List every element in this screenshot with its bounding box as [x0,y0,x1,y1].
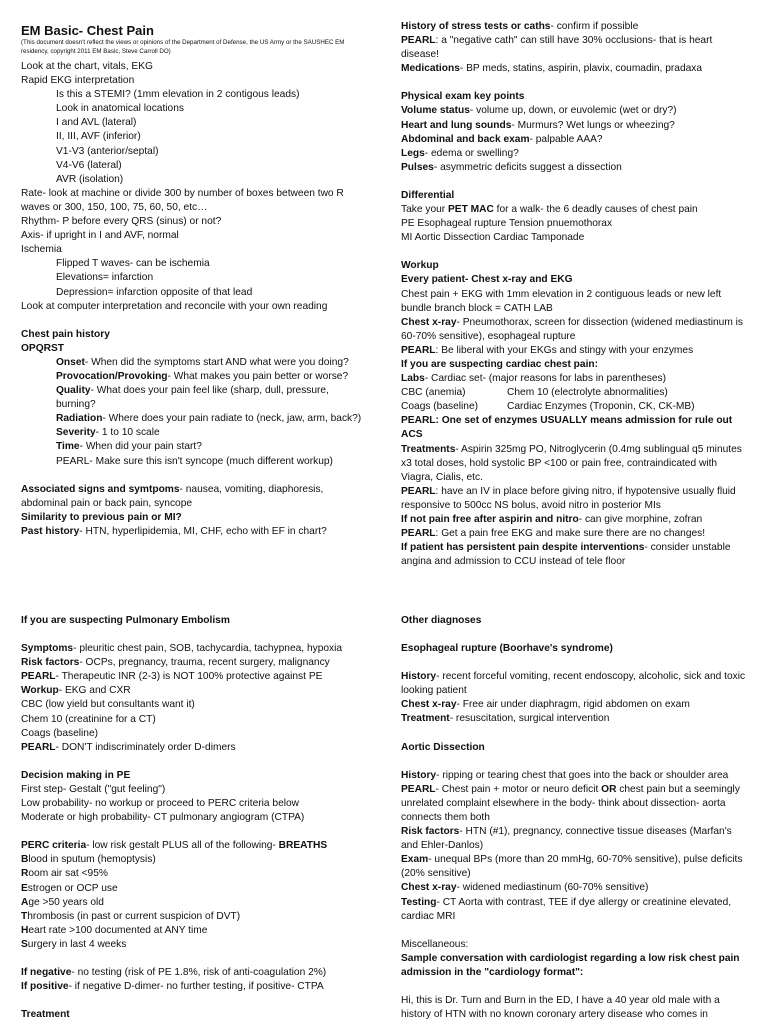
text-line [401,34,751,62]
text-line [21,145,371,159]
line-text: : a "negative cath" can still have 30% occlusions- that is heart disease! [401,35,713,61]
line-text: - low risk gestalt PLUS all of the following- [86,840,279,852]
bold-term: PEARL: One set of enzymes USUALLY means admission for rule out ACS [401,415,733,441]
line-text: - volume up, down, or euvolemic (wet or dry?) [469,105,677,117]
text-line [21,839,371,853]
line-text: First step- Gestalt ("gut feeling") [21,783,166,795]
line-text: : Be liberal with your EKGs and stingy with your enzymes [435,344,694,356]
line-text: Look at the chart, vitals, EKG [21,61,153,72]
line-text: - if negative D-dimer- no further testing, if positive- CTPA [68,981,324,993]
text-line [21,356,371,370]
text-line [21,384,371,412]
line-text: - Cardiac set- (major reasons for labs in parentheses) [424,373,666,385]
text-line [21,684,371,698]
line-text: - ripping or tearing chest that goes into the back or shoulder area [436,769,729,781]
bold-term: Abdominal and back exam [401,133,530,145]
line-text: Rapid EKG interpretation [21,75,135,87]
bold-term: If patient has persistent pain despite interventions [401,542,645,554]
bold-term: Workup [21,685,59,697]
text-line [21,741,371,755]
line-text: Look in anatomical locations [56,103,184,115]
text-line [21,642,371,656]
text-line [21,910,371,924]
line-text: - consider unstable angina and admission to CCU instead of tele floor [401,542,731,568]
text-line [21,440,371,454]
bold-term: History of stress tests or caths [401,21,551,32]
line-text: - CT Aorta with contrast, TEE if dye allergy or creatinine elevated, cardiac MRI [401,896,732,922]
bold-term: PERC criteria [21,840,87,852]
section-lines [401,614,751,1022]
text-line [21,924,371,938]
text-line [401,670,751,698]
text-line [21,698,371,712]
section-lines [401,20,751,569]
blank-line [401,980,751,994]
line-text: oom air sat <95% [28,868,108,880]
line-text: AVR (isolation) [56,173,124,185]
line-text: - unequal BPs (more than 20 mmHg, 60-70% sensitive), pulse deficits (20% sensitive) [401,854,743,880]
column-bottom-right [401,614,751,1022]
line-text: - What makes you pain better or worse? [167,370,349,382]
bold-term: Legs [401,147,425,159]
blank-line [21,314,371,328]
bold-term: If you are suspecting cardiac chest pain: [401,358,599,370]
bold-term: Differential [401,189,455,201]
bold-term: History [401,769,437,781]
bold-term: Risk factors [401,826,460,838]
text-line [21,187,371,215]
line-text: hrombosis (in past or current suspicion of DVT) [27,910,241,922]
text-line [401,133,751,147]
text-line [21,867,371,881]
bold-term: PET MAC [448,204,494,216]
bold-term: PEARL [401,35,436,47]
text-line [21,243,371,257]
line-text: - EKG and CXR [58,685,131,697]
table-cell: Coags (baseline) [401,401,479,413]
mnemonic-letter: S [21,938,28,950]
text-line [21,614,371,628]
text-line [401,698,751,712]
bold-term: Quality [56,385,91,397]
text-line [401,203,751,217]
blank-line [21,628,371,642]
text-line [21,938,371,952]
section-lines [21,60,371,539]
blank-line [21,994,371,1008]
bold-term: Chest x-ray [401,882,457,894]
line-text: Chest pain + EKG with 1mm elevation in 2 contiguous leads or new left bundle branch block = CATH LAB [401,288,722,314]
text-line [21,483,371,511]
text-line [21,159,371,173]
line-text: - HTN, hyperlipidemia, MI, CHF, echo with EF in chart? [79,525,327,537]
text-line [401,642,751,656]
text-line [21,1008,371,1022]
text-line [21,102,371,116]
line-text: V4-V6 (lateral) [56,159,122,171]
bold-term: Physical exam key points [401,91,525,103]
bold-term: Other diagnoses [401,615,482,626]
bold-term: If not pain free after aspirin and nitro [401,514,579,525]
table-cell: CBC (anemia) [401,387,466,399]
text-line [401,485,751,513]
text-line [21,74,371,88]
text-line [401,316,751,344]
bold-term: PEARL [21,741,56,753]
text-line [21,300,371,314]
line-text: - Murmurs? Wet lungs or wheezing? [511,119,675,131]
bold-term: PEARL [401,783,436,795]
text-line [21,727,371,741]
blank-line [21,825,371,839]
line-text: - no testing (risk of PE 1.8%, risk of anti-coagulation 2%) [71,966,327,978]
line-text: Hi, this is Dr. Turn and Burn in the ED, I have a 40 year old male with a history of HTN with no known coronary artery disease who comes in [401,994,720,1021]
line-text: - recent forceful vomiting, recent endoscopy, alcoholic, sick and toxic looking patient [401,671,746,697]
line-text: I and AVL (lateral) [56,117,137,129]
text-line [401,513,751,527]
bold-term: PEARL [401,344,436,356]
line-text: - Therapeutic INR (2-3) is NOT 100% protective against PE [55,671,323,683]
mnemonic-letter: B [21,854,29,866]
text-line [401,161,751,175]
line-text: - OCPs, pregnancy, trauma, recent surgery, malignancy [79,657,330,669]
line-text: : Get a pain free EKG and make sure there are no changes! [435,528,706,540]
blank-line [401,727,751,741]
text-line [21,783,371,797]
line-text: Miscellaneous: [401,938,469,950]
text-line [21,455,371,469]
text-line [21,966,371,980]
line-text: PEARL- Make sure this isn't syncope (much different workup) [56,455,333,467]
line-text: CBC (low yield but consultants want it) [21,699,195,711]
line-text: lood in sputum (hemoptysis) [28,854,156,866]
text-line [21,769,371,783]
bold-term: Symptoms [21,643,74,655]
bold-term: History [401,671,437,683]
line-text: Rhythm- P before every QRS (sinus) or not? [21,216,222,228]
bold-term: Medications [401,63,460,75]
line-text: ge >50 years old [28,896,104,908]
disclaimer: (This document doesn't reflect the views or opinions of the Department of Defense, the US Army or the SAUSHEC EM residency, copyright 2011 EM Basic, Steve Carroll DO) [21,39,345,55]
text-line [21,670,371,684]
text-line [401,769,751,783]
line-text: V1-V3 (anterior/septal) [56,145,159,157]
table-cell: Chem 10 (electrolyte abnormalities) [507,387,668,399]
bold-term: PEARL [401,528,436,540]
text-line [401,104,751,118]
text-line [401,90,751,104]
line-text: - nausea, vomiting, diaphoresis, abdominal pain or back pain, syncope [21,483,324,509]
text-line [401,853,751,881]
bold-term: Treatment [21,1009,70,1021]
blank-line [401,924,751,938]
bold-term: Chest x-ray [401,316,457,328]
text-line [401,414,751,442]
text-line [401,994,751,1022]
text-line [401,372,751,386]
bold-term: Provocation/Provoking [56,370,168,382]
bold-term: Chest pain history [21,328,110,340]
text-line [401,783,751,825]
line-text: : have an IV in place before giving nitro, if hypotensive usually fluid responsive to 500cc NS bolus, avoid nitro in posterior MIs [401,485,736,511]
line-text: - Free air under diaphragm, rigid abdomen on exam [456,699,690,711]
line-text: Is this a STEMI? (1mm elevation in 2 contigous leads) [56,89,300,101]
line-text: Elevations= infarction [56,272,154,284]
bold-term: Sample conversation with cardiologist regarding a low risk chest pain admission in the "cardiology format": [401,952,740,978]
blank-line [401,628,751,642]
line-text: - resuscitation, surgical intervention [449,713,610,725]
line-text: - HTN (#1), pregnancy, connective tissue diseases (Marfan's and Ehler-Danlos) [401,826,732,852]
text-line [21,60,371,74]
bold-term: Severity [56,427,96,439]
blank-line [401,76,751,90]
line-text: - DON'T indiscriminately order D-dimers [55,741,236,753]
text-line [21,656,371,670]
text-line [21,797,371,811]
line-text: - can give morphine, zofran [578,514,703,525]
text-line [401,741,751,755]
line-text: - When did your pain start? [79,441,202,453]
line-text: Low probability- no workup or proceed to PERC criteria below [21,798,300,810]
text-line [401,358,751,372]
text-line [401,20,751,34]
line-text: Look at computer interpretation and reconcile with your own reading [21,300,328,312]
text-line [21,257,371,271]
line-text: - widened mediastinum (60-70% sensitive) [456,882,649,894]
blank-line [401,175,751,189]
line-text: Rate- look at machine or divide 300 by number of boxes between two R waves or 300, 150, 100, 75, 60, 50, etc… [21,187,344,213]
text-line [21,370,371,384]
text-line [21,882,371,896]
text-line [401,400,751,414]
line-text: - BP meds, statins, aspirin, plavix, coumadin, pradaxa [459,63,703,75]
text-line [401,189,751,203]
line-text: - palpable AAA? [529,133,603,145]
line-text: - Where does your pain radiate to (neck, jaw, arm, back?) [102,413,362,425]
text-line [401,541,751,569]
text-line [401,217,751,231]
line-text: Chem 10 (creatinine for a CT) [21,713,156,725]
mnemonic-letter: R [21,868,29,880]
line-text: strogen or OCP use [27,882,118,894]
bold-term: Volume status [401,105,470,117]
bold-term: If positive [21,981,69,993]
line-text: PE Esophageal rupture Tension pnuemothorax [401,218,613,230]
line-text: - edema or swelling? [424,147,519,159]
bold-term: PEARL [401,485,436,497]
line-text: Axis- if upright in I and AVF, normal [21,230,179,242]
document-title: EM Basic- Chest Pain [21,23,154,38]
text-line [401,712,751,726]
line-text: - What does your pain feel like (sharp, dull, pressure, burning? [56,385,329,411]
bold-term: Radiation [56,413,103,425]
line-text: - 1 to 10 scale [95,427,160,439]
text-line [401,119,751,133]
text-line [21,811,371,825]
table-cell: Cardiac Enzymes (Troponin, CK, CK-MB) [507,401,695,413]
text-line [401,881,751,895]
line-text: - pleuritic chest pain, SOB, tachycardia, tachypnea, hypoxia [73,643,343,655]
line-text: Flipped T waves- can be ischemia [56,258,210,270]
line-text: urgery in last 4 weeks [27,938,127,950]
blank-line [21,469,371,483]
text-line [21,980,371,994]
line-text: - When did the symptoms start AND what were you doing? [84,356,349,368]
bold-term: PEARL [21,671,56,683]
bold-term: Exam [401,854,429,866]
text-line [401,231,751,245]
text-line [21,525,371,539]
line-text: Take your [401,204,448,216]
bold-term: Testing [401,896,437,908]
text-line [21,713,371,727]
text-line [401,938,751,952]
bold-term: Pulses [401,161,434,173]
bold-term: Past history [21,525,80,537]
text-line [401,62,751,76]
bold-term: OR [601,783,617,795]
bold-term: Aortic Dissection [401,741,485,753]
text-line [21,271,371,285]
section-lines [21,614,371,1022]
bold-term: Heart and lung sounds [401,119,512,131]
blank-line [401,245,751,259]
bold-term: Associated signs and symtpoms [21,483,180,495]
line-text: - Pneumothorax, screen for dissection (widened mediastinum is 60-70% sensitive), esophageal rupture [401,316,744,342]
bold-term: If you are suspecting Pulmonary Embolism [21,615,230,626]
bold-term: Chest x-ray [401,699,457,711]
text-line [401,952,751,980]
text-line [21,511,371,525]
line-text: - confirm if possible [550,21,639,32]
bold-term: Treatments [401,443,456,455]
text-line [401,344,751,358]
column-top-right [401,20,751,569]
text-line [21,853,371,867]
text-line [21,229,371,243]
text-line [401,896,751,924]
text-line [21,215,371,229]
text-line [21,342,371,356]
column-top-left [21,22,371,539]
line-text: II, III, AVF (inferior) [56,131,141,143]
line-text: for a walk- the 6 deadly causes of chest pain [493,204,698,216]
bold-term: Every patient- Chest x-ray and EKG [401,274,573,286]
line-text: Moderate or high probability- CT pulmonary angiogram (CTPA) [21,812,305,824]
text-line [21,130,371,144]
text-line [21,173,371,187]
line-text: Ischemia [21,244,62,256]
blank-line [401,755,751,769]
text-line [21,426,371,440]
bold-term: Decision making in PE [21,769,131,781]
line-text: - asymmetric deficits suggest a dissection [433,161,622,173]
bold-term: Treatment [401,713,450,725]
text-line [401,259,751,273]
text-line [21,286,371,300]
line-text: - Aspirin 325mg PO, Nitroglycerin (0.4mg sublingual q5 minutes x3 total doses, hold systolic BP <100 or pain free, contraindicated with Viagra, Cialis, etc. [401,443,742,483]
line-text: MI Aortic Dissection Cardiac Tamponade [401,232,585,244]
bold-term: Time [56,441,80,453]
bold-term: Onset [56,356,85,368]
text-line [401,527,751,541]
mnemonic-letter: H [21,924,29,936]
line-text: Coags (baseline) [21,727,99,739]
text-line [401,147,751,161]
blank-line [21,755,371,769]
mnemonic-letter: E [21,882,28,894]
bold-term: Similarity to previous pain or MI? [21,511,182,523]
blank-line [401,656,751,670]
bold-term: Labs [401,373,425,385]
text-line [21,116,371,130]
blank-line [21,952,371,966]
line-text: eart rate >100 documented at ANY time [28,924,208,936]
text-line [401,825,751,853]
text-line [21,412,371,426]
text-line [21,896,371,910]
text-line [401,273,751,287]
line-text: - Chest pain + motor or neuro deficit [435,783,602,795]
bold-term: BREATHS [278,840,328,852]
bold-term: Esophageal rupture (Boorhave's syndrome) [401,643,613,655]
line-text: chest pain but a seemingly unrelated complaint elsewhere in the body- think about dissection- aorta connects them both [401,783,740,823]
bold-term: If negative [21,966,72,978]
bold-term: Risk factors [21,657,80,669]
text-line [21,88,371,102]
mnemonic-letter: T [21,910,28,922]
text-line [401,288,751,316]
bold-term: OPQRST [21,342,65,354]
text-line [401,614,751,628]
line-text: Depression= infarction opposite of that lead [56,286,253,298]
mnemonic-letter: A [21,896,29,908]
text-line [21,328,371,342]
column-bottom-left [21,614,371,1022]
text-line [401,386,751,400]
bold-term: Workup [401,260,439,272]
text-line [401,443,751,485]
